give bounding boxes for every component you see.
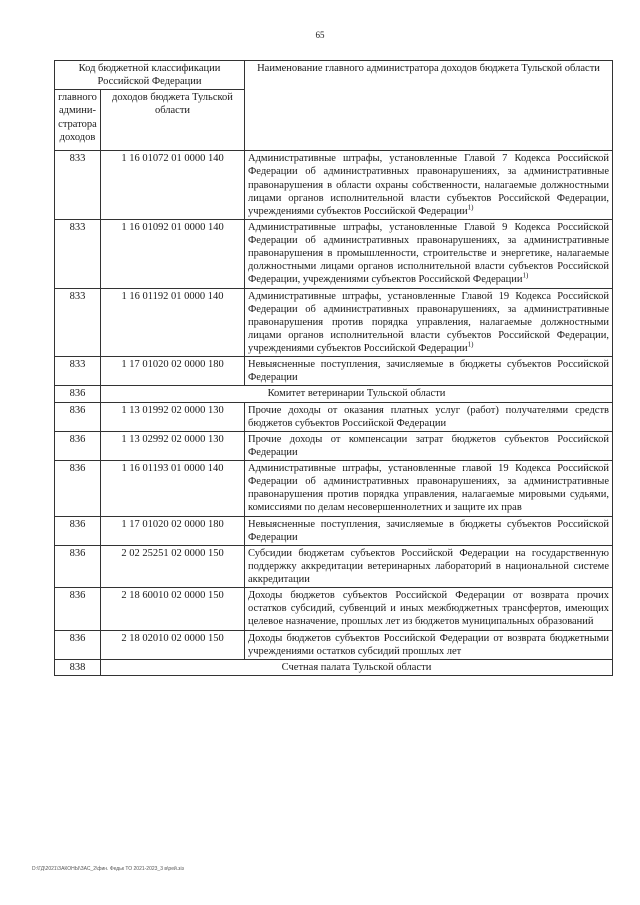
income-description: Невыясненные поступления, зачисляемые в бюджеты субъектов Российской Федерации [248,359,609,384]
income-description: Невыясненные поступления, зачисляемые в бюджеты субъектов Российской Федерации [248,518,609,543]
admin-code: 836 [55,630,101,659]
table-row [55,461,613,517]
admin-code: 836 [55,545,101,587]
income-code-header: доходов бюджета Тульской области [101,90,245,151]
section-row [55,659,613,675]
income-code: 1 17 01020 02 0000 180 [101,357,245,386]
table-row [55,402,613,431]
income-description-cell [245,588,613,630]
admin-code: 836 [55,402,101,431]
income-code: 1 16 01072 01 0000 140 [101,151,245,220]
income-description-cell [245,288,613,357]
income-code: 1 16 01092 01 0000 140 [101,219,245,288]
income-code: 2 18 02010 02 0000 150 [101,630,245,659]
income-description-cell [245,402,613,431]
income-description: Доходы бюджетов субъектов Российской Федерации от возврата прочих остатков субсидий, субвенций и иных межбюджетных трансфертов, имеющих целевое назначение, прошлых лет из бюджетов муниципальных образований [248,590,609,628]
section-row [55,386,613,402]
admin-code: 833 [55,151,101,220]
income-description-cell [245,151,613,220]
page-number: 65 [315,30,325,40]
footnote-marker: 1) [467,203,474,212]
income-description-cell [245,461,613,517]
income-description-cell [245,219,613,288]
income-code: 2 02 25251 02 0000 150 [101,545,245,587]
admin-name-header: Наименование главного администратора доходов бюджета Тульской области [245,61,613,151]
income-code: 1 17 01020 02 0000 180 [101,516,245,545]
admin-code: 833 [55,219,101,288]
income-description: Прочие доходы от оказания платных услуг (работ) получателями средств бюджетов субъектов Российской Федерации [248,404,609,429]
income-code: 2 18 60010 02 0000 150 [101,588,245,630]
income-description-cell [245,545,613,587]
file-path-footer: D:\ГД\2021\ЗАКОНЫ\ЗАС_2\фин. Федьк ТО 2021-2023_3 в\рей.зіз [32,866,184,872]
income-description: Субсидии бюджетам субъектов Российской Федерации на государственную поддержку аккредитации ветеринарных лабораторий в национальной системе аккредитации [248,547,609,585]
admin-code: 838 [55,659,101,675]
table-row [55,288,613,357]
income-description-cell [245,630,613,659]
header-row-1 [55,61,613,90]
income-description: Административные штрафы, установленные Главой 9 Кодекса Российской Федерации об административных правонарушениях, за административные правонарушения в промышленности, строительстве и энергетике, налагаемые должностными лицами органов исполнительной власти субъектов Российской Федерации, учреждениями субъектов Российской Федерации [248,221,609,286]
table-row [55,219,613,288]
income-code: 1 13 02992 02 0000 130 [101,431,245,460]
section-title: Счетная палата Тульской области [101,659,613,675]
income-description: Административные штрафы, установленные Главой 19 Кодекса Российской Федерации об административных правонарушениях, за административные правонарушения против порядка управления, налагаемые должностными лицами органов исполнительной власти субъектов Российской Федерации, учреждениями субъектов Российской Федерации [248,290,609,354]
income-description: Доходы бюджетов субъектов Российской Федерации от возврата бюджетными учреждениями остатков субсидий прошлых лет [248,632,609,657]
admin-code: 836 [55,431,101,460]
admin-code: 836 [55,386,101,402]
table-row [55,588,613,630]
table-row [55,151,613,220]
income-description-cell [245,357,613,386]
table-row [55,545,613,587]
income-code: 1 16 01193 01 0000 140 [101,461,245,517]
table-row [55,431,613,460]
income-description: Административные штрафы, установленные главой 19 Кодекса Российской Федерации об административных правонарушениях, за административные правонарушения против порядка управления, налагаемые мировыми судьями, комиссиями по делам несовершеннолетних и защите их прав [248,463,609,514]
table-row [55,630,613,659]
kbk-group-header: Код бюджетной классификации Российской Федерации [55,61,245,90]
budget-classification-table [54,60,613,676]
footnote-marker: 1) [467,340,474,349]
admin-code: 836 [55,588,101,630]
section-title: Комитет ветеринарии Тульской области [101,386,613,402]
admin-code: 833 [55,357,101,386]
income-description: Прочие доходы от компенсации затрат бюджетов субъектов Российской Федерации [248,433,609,458]
admin-code: 836 [55,461,101,517]
footnote-marker: 1) [522,271,529,280]
income-code: 1 13 01992 02 0000 130 [101,402,245,431]
income-description-cell [245,431,613,460]
admin-code-header: главного админи-стратора доходов [55,90,101,151]
income-code: 1 16 01192 01 0000 140 [101,288,245,357]
income-description-cell [245,516,613,545]
table-row [55,357,613,386]
admin-code: 833 [55,288,101,357]
table-row [55,516,613,545]
income-description: Административные штрафы, установленные Главой 7 Кодекса Российской Федерации об административных правонарушениях, за административные правонарушения в области охраны собственности, налагаемые должностными лицами органов исполнительной власти субъектов Российской Федерации, учреждениями субъектов Российской Федерации [248,153,609,217]
admin-code: 836 [55,516,101,545]
